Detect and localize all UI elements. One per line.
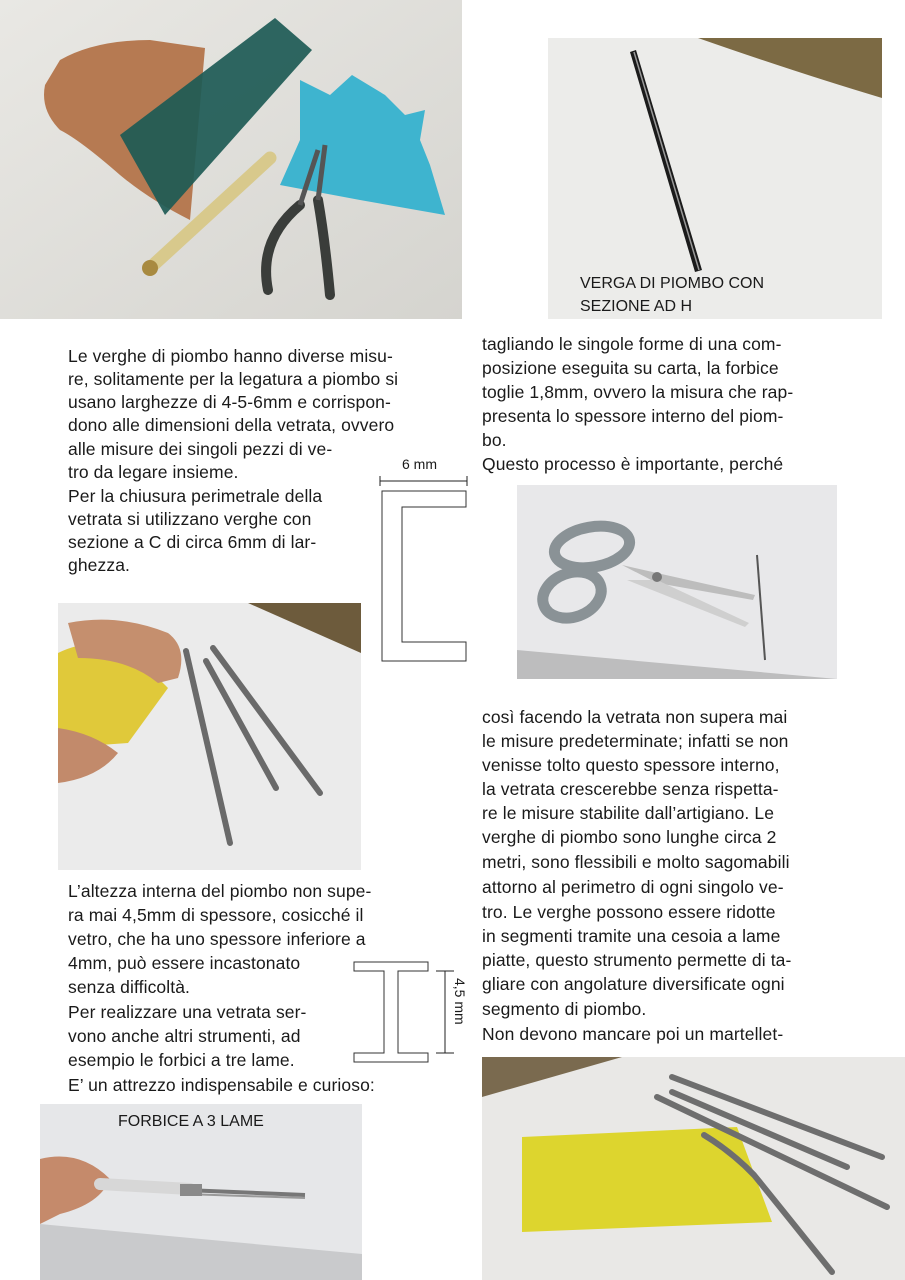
text-line: sezione a C di circa 6mm di lar- <box>68 532 317 552</box>
text-line: ra mai 4,5mm di spessore, cosicché il <box>68 905 364 925</box>
h-profile-diagram <box>350 956 475 1068</box>
text-line: usano larghezze di 4-5-6mm e corrispon- <box>68 392 391 412</box>
text-line: L’altezza interna del piombo non supe- <box>68 881 372 901</box>
text-line: gliare con angolature diversificate ogni <box>482 974 785 994</box>
text-line: in segmenti tramite una cesoia a lame <box>482 926 781 946</box>
text-line: Non devono mancare poi un martellet- <box>482 1024 784 1044</box>
text-line: tagliando le singole forme di una com- <box>482 334 782 354</box>
lead-came-caption-1: VERGA DI PIOMBO CON <box>580 275 765 292</box>
three-blade-caption: FORBICE A 3 LAME <box>118 1113 264 1130</box>
text-line: esempio le forbici a tre lame. <box>68 1050 295 1070</box>
c-profile-width-label: 6 mm <box>402 456 437 472</box>
lead-came-caption-2: SEZIONE AD H <box>580 298 693 315</box>
photo-glass-tools <box>0 0 462 319</box>
scissors-image <box>517 485 837 679</box>
text-line: re, solitamente per la legatura a piombo si <box>68 369 399 389</box>
text-line: E’ un attrezzo indispensabile e curioso: <box>68 1075 375 1095</box>
photo-scissors <box>517 485 837 679</box>
text-line: vono anche altri strumenti, ad <box>68 1026 301 1046</box>
text-line: così facendo la vetrata non supera mai <box>482 707 788 727</box>
text-line: vetrata si utilizzano verghe con <box>68 509 312 529</box>
text-line: metri, sono flessibili e molto sagomabili <box>482 852 790 872</box>
text-line: 4mm, può essere incastonato <box>68 953 301 973</box>
bent-leads-image <box>482 1057 905 1280</box>
text-line: Questo processo è importante, perché <box>482 454 784 474</box>
text-line: tro da legare insieme. <box>68 462 239 482</box>
text-line: venisse tolto questo spessore interno, <box>482 755 780 775</box>
photo-glass-leads <box>58 603 361 870</box>
text-line: re le misure stabilite dall’artigiano. Le <box>482 803 775 823</box>
glass-tools-image <box>0 0 462 319</box>
h-profile-height-label: 4,5 mm <box>452 978 468 1025</box>
text-line: ghezza. <box>68 555 130 575</box>
c-profile-diagram <box>372 454 472 669</box>
c-profile-drawing <box>372 454 472 669</box>
text-line: senza difficoltà. <box>68 977 191 997</box>
text-line: verghe di piombo sono lunghe circa 2 <box>482 827 777 847</box>
text-line: toglie 1,8mm, ovvero la misura che rap- <box>482 382 794 402</box>
yellow-glass-slab <box>522 1127 772 1232</box>
text-line: dono alle dimensioni della vetrata, ovvero <box>68 415 395 435</box>
text-line: piatte, questo strumento permette di ta- <box>482 950 792 970</box>
text-line: tro. Le verghe possono essere ridotte <box>482 902 776 922</box>
text-line: la vetrata crescerebbe senza rispetta- <box>482 779 779 799</box>
text-line: alle misure dei singoli pezzi di ve- <box>68 439 333 459</box>
text-line: presenta lo spessore interno del piom- <box>482 406 784 426</box>
text-line: Per realizzare una vetrata ser- <box>68 1002 307 1022</box>
text-line: Per la chiusura perimetrale della <box>68 486 323 506</box>
text-line: Le verghe di piombo hanno diverse misu- <box>68 346 393 366</box>
text-line: vetro, che ha uno spessore inferiore a <box>68 929 366 949</box>
text-line: attorno al perimetro di ogni singolo ve- <box>482 877 784 897</box>
text-line: segmento di piombo. <box>482 999 647 1019</box>
glass-leads-image <box>58 603 361 870</box>
text-line: posizione eseguita su carta, la forbice <box>482 358 779 378</box>
text-line: le misure predeterminate; infatti se non <box>482 731 789 751</box>
photo-bent-leads <box>482 1057 905 1280</box>
text-line: bo. <box>482 430 507 450</box>
